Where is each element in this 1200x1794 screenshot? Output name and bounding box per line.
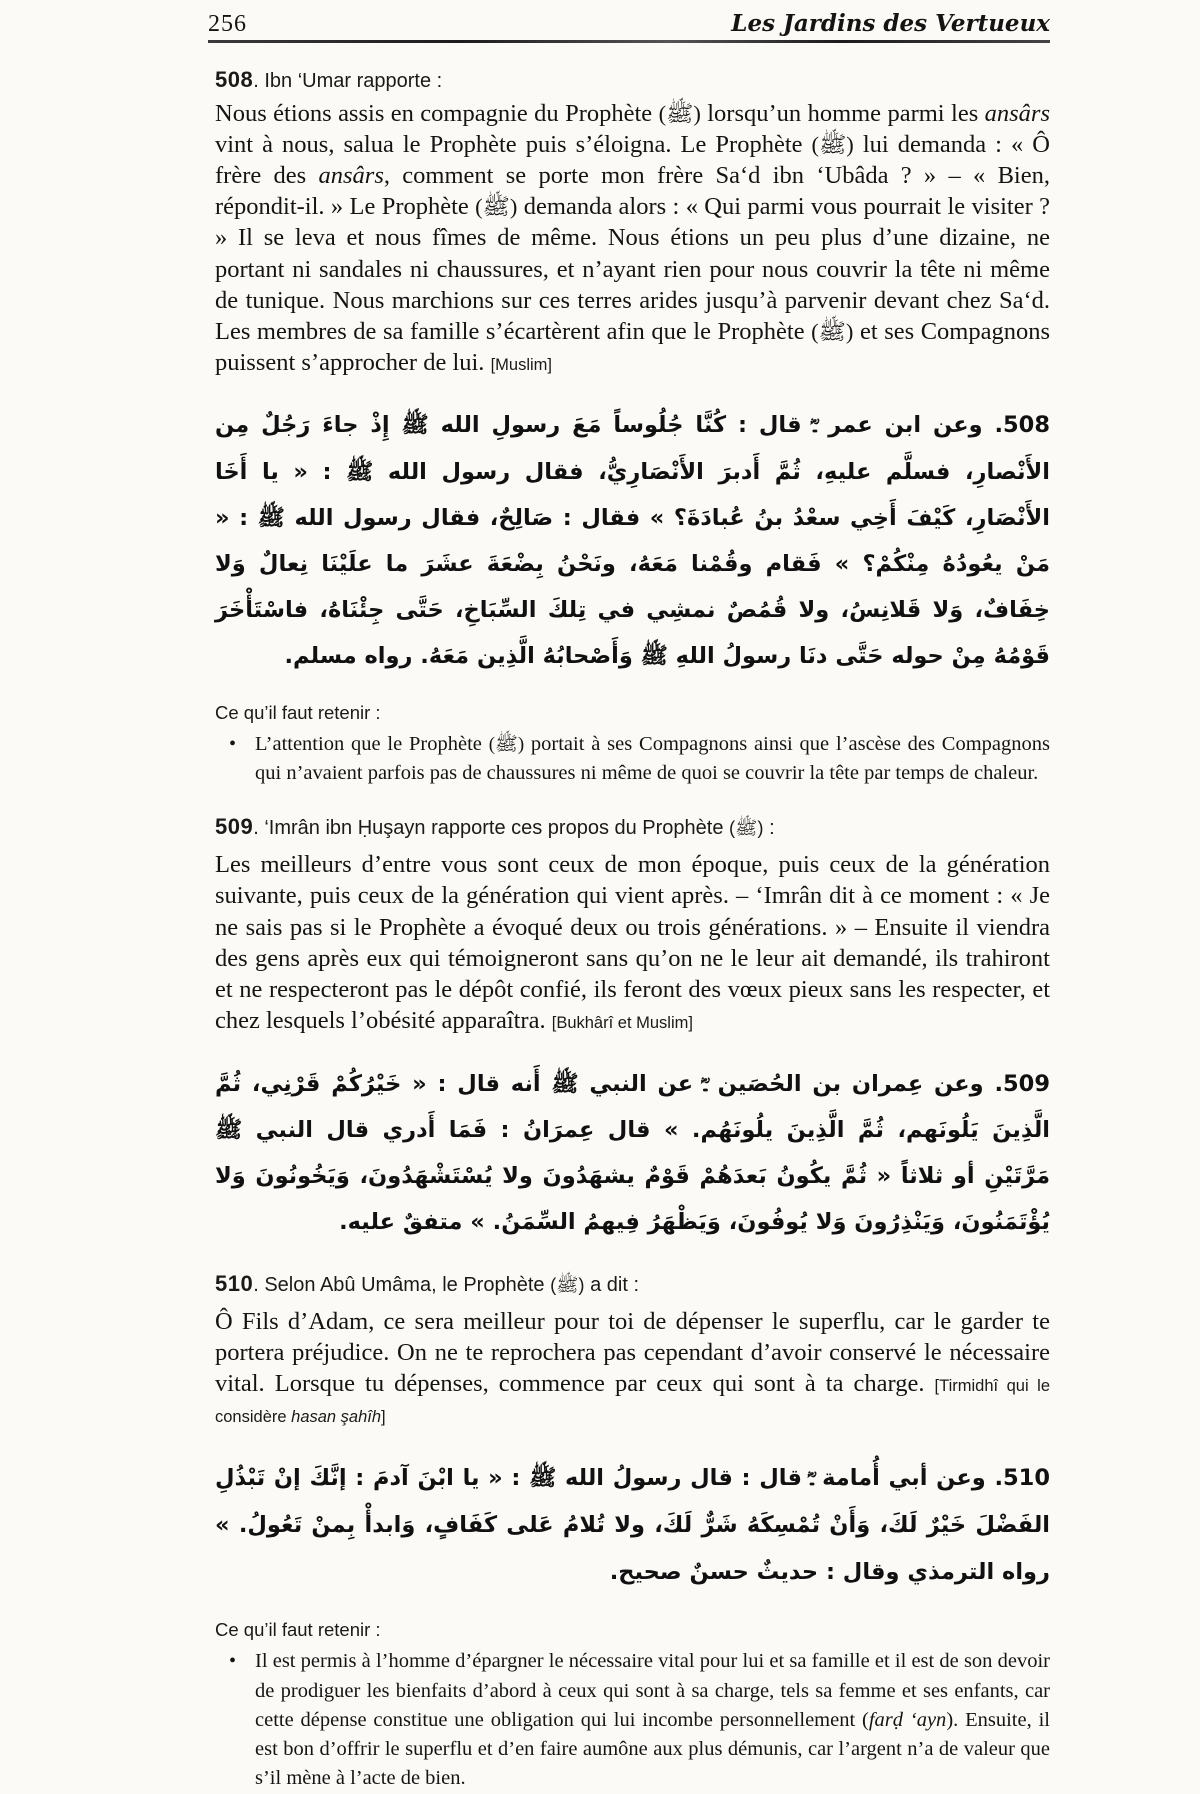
retenir-label: Ce qu’il faut retenir : [215, 1619, 381, 1641]
hadith-intro: . Ibn ‘Umar rapporte : [253, 70, 443, 92]
hadith-arabic-text: 508. وعن ابن عمر ـؓ قال : كُنَّا جُلُوساً مَعَ رسولِ الله ﷺ إِذْ جاءَ رَجُلٌ مِن الأَنْصارِ، فسلَّم عليهِ، ثُمَّ أَدبرَ الأَنْصَارِيُّ، فقال رسول الله ﷺ : « يا أَخَا الأَنْصَارِ، كَيْفَ أَخِي سعْدُ بنُ عُبادَةَ؟ » فقال : صَالِحٌ، فقال رسول الله ﷺ : « مَنْ يعُودُهُ مِنْكُمْ؟ » فَقام وقُمْنا مَعَهُ، ونَحْنُ بِضْعَةَ عشَرَ ما علَيْنَا نِعالٌ وَلا خِفَافٌ، وَلا قَلانِسُ، ولا قُمُصٌ نمشِي في تِلكَ السِّبَاخِ، حَتَّى جِئْنَاهُ، فاسْتَأْخَرَ قَوْمُهُ مِنْ حوله حَتَّى دنَا رسولُ اللهِ ﷺ وَأَصْحابُهُ الَّذِين مَعَهُ. رواه مسلم. [215, 412, 1050, 670]
hadith-heading [215, 814, 1050, 844]
retenir-text: L’attention que le Prophète (ﷺ) portait à ses Compagnons ainsi que l’ascèse des Compagnons qui n’avaient parfois pas de chaussures ni même de quoi se couvrir la tête par temps de chaleur. [255, 732, 1051, 785]
hadith-heading [215, 67, 1050, 93]
bullet-icon: • [229, 1650, 237, 1673]
header-rule [208, 40, 1050, 43]
page-header [208, 10, 1050, 38]
hadith-section-508 [215, 67, 1050, 788]
retenir-text: Il est permis à l’homme d’épargner le nécessaire vital pour lui et sa famille et il est de son devoir de prodiguer les bienfaits d’abord à ceux qui sont à sa charge, tels sa femme et ses enfants, car cette dépense constitue une obligation qui lui incombe personnellement (farḍ ‘ayn). Ensuite, il est bon d’offrir le superflu et d’en faire aumône aux plus démunis, car l’argent n’a de valeur que s’il mène à l’acte de bien. [255, 1650, 1050, 1790]
retenir-bullet [215, 1647, 1050, 1794]
page-number: 256 [208, 11, 247, 37]
hadith-intro: . ‘Imrân ibn Ḥuşayn rapporte ces propos du Prophète (ﷺ) : [253, 817, 775, 840]
retenir-label: Ce qu’il faut retenir : [215, 701, 381, 723]
book-page [0, 10, 1200, 1790]
page-content [215, 67, 1050, 1794]
hadith-arabic-text: 509. وعن عِمران بن الحُصَين ـؓ عن النبي ﷺ أَنه قال : « خَيْرُكُمْ قَرْنِي، ثُمَّ الَّذِينَ يَلُونَهم، ثُمَّ الَّذِينَ يلُونَهُم. » قال عِمرَانُ : فَمَا أَدري قال النبي ﷺ مَرَّتَيْنِ أو ثلاثاً « ثُمَّ يكُونُ بَعدَهُمْ قَوْمٌ يشهَدُونَ ولا يُسْتَشْهَدُونَ، وَيَخُونُونَ وَلا يُؤْتَمَنُونَ، وَيَنْذِرُونَ وَلا يُوفُونَ، وَيَظْهَرُ فِيهمُ السِّمَنُ. » متفقٌ عليه. [215, 1070, 1050, 1235]
book-title: Les Jardins des Vertueux [731, 10, 1050, 37]
hadith-section-509 [215, 814, 1050, 1245]
hadith-body-french: Les meilleurs d’entre vous sont ceux de mon époque, puis ceux de la génération suivante, puis ceux de la génération qui vient après. – ‘Imrân dit à ce moment : « Je ne sais pas si le Prophète a évoqué deux ou trois générations. » – Ensuite il viendra des gens après eux qui témoigneront sans qu’on ne le leur ait demandé, ils trahiront et ne respecteront pas le dépôt confié, ils feront des vœux pieux sans les respecter, et chez lesquels l’obésité apparaîtra. [Bukhârî et Muslim] [215, 851, 1050, 1034]
hadith-intro: . Selon Abû Umâma, le Prophète (ﷺ) a dit : [253, 1274, 640, 1297]
hadith-arabic-text: 510. وعن أبي أُمامة ـؓ قال : قال رسولُ الله ﷺ : « يا ابْنَ آدمَ : إنَّكَ إنْ تَبْذُلِ الفَضْلَ خَيْرٌ لَكَ، وَأَنْ تُمْسِكَهُ شَرٌّ لَكَ، ولا تُلامُ عَلى كَفَافٍ، وَابدأْ بِمنْ تَعُولُ. » رواه الترمذي وقال : حديثٌ حسنٌ صحيح. [215, 1464, 1050, 1586]
hadith-heading [215, 1271, 1050, 1301]
hadith-body-french: Nous étions assis en compagnie du Prophète (ﷺ) lorsqu’un homme parmi les ansârs vint à nous, salua le Prophète puis s’éloigna. Le Prophète (ﷺ) lui demanda : « Ô frère des ansârs, comment se porte mon frère Sa‘d ibn ‘Ubâda ? » – « Bien, répondit-il. » Le Prophète (ﷺ) demanda alors : « Qui parmi vous pourrait le visiter ? » Il se leva et nous fîmes de même. Nous étions un peu plus d’une dizaine, ne portant ni sandales ni chaussures, et n’ayant rien pour nous couvrir la tête ni même de tunique. Nous marchions sur ces terres arides jusqu’à parvenir devant chez Sa‘d. Les membres de sa famille s’écartèrent afin que le Prophète (ﷺ) et ses Compagnons puissent s’approcher de lui. [Muslim] [215, 100, 1051, 376]
bullet-icon: • [229, 732, 237, 755]
hadith-number: 508 [215, 67, 254, 92]
hadith-section-510 [215, 1271, 1050, 1794]
retenir-bullet [215, 730, 1050, 789]
hadith-number: 509 [215, 814, 254, 840]
hadith-body-french: Ô Fils d’Adam, ce sera meilleur pour toi de dépenser le superflu, car le garder te portera préjudice. On ne te reprochera pas cependant d’avoir conservé le nécessaire vital. Lorsque tu dépenses, commence par ceux qui sont à ta charge. [Tirmidhî qui le considère hasan şahîh] [215, 1308, 1050, 1427]
hadith-number: 510 [215, 1271, 254, 1297]
